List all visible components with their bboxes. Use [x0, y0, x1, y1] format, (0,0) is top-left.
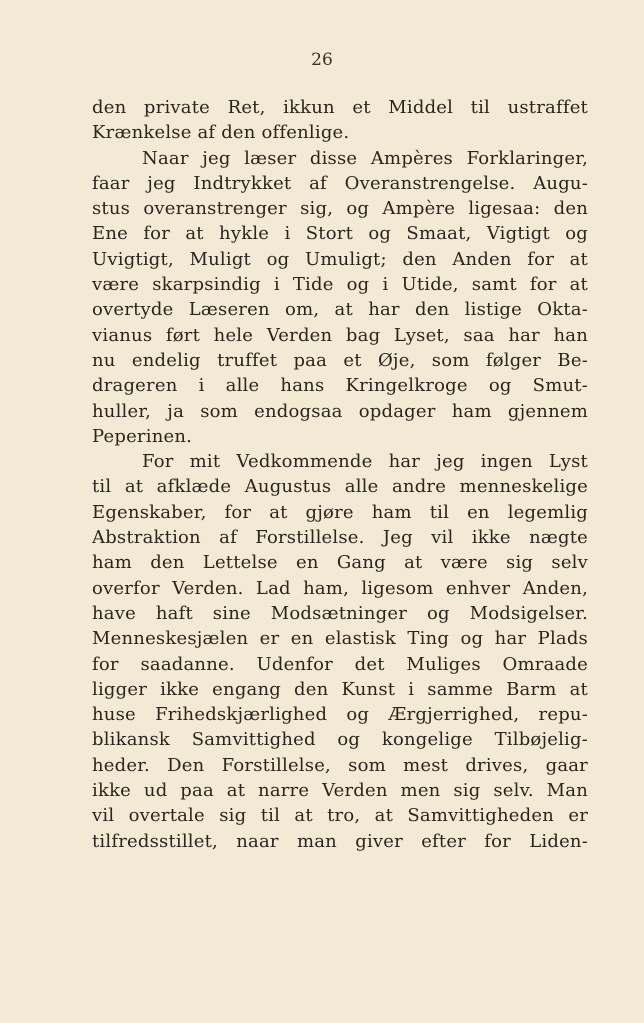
text-line: tilfredsstillet, naar man giver efter for Liden- [92, 830, 588, 852]
page-number: 26 [311, 50, 333, 70]
text-line: for saadanne. Udenfor det Muliges Omraade [92, 653, 588, 675]
text-line: vianus ført hele Verden bag Lyset, saa har han [92, 324, 588, 346]
text-line: Peperinen. [92, 425, 193, 447]
text-line: Egenskaber, for at gjøre ham til en legemlig [92, 501, 588, 523]
text-line: Menneskesjælen er en elastisk Ting og har Plads [92, 628, 588, 650]
text-line: Krænkelse af den offenlige. [92, 122, 350, 144]
text-line: drageren i alle hans Kringelkroge og Smut- [92, 375, 588, 397]
text-line: huse Frihedskjærlighed og Ærgjerrighed, repu- [92, 704, 588, 726]
text-line: have haft sine Modsætninger og Modsigelser. [92, 602, 588, 624]
text-line: overfor Verden. Lad ham, ligesom enhver Anden, [92, 577, 588, 599]
text-line: Abstraktion af Forstillelse. Jeg vil ikke nægte [92, 527, 588, 549]
text-line: overtyde Læseren om, at har den listige Okta- [92, 299, 588, 321]
text-line: Uvigtigt, Muligt og Umuligt; den Anden for at [92, 248, 588, 270]
text-line: ikke ud paa at narre Verden men sig selv. Man [92, 780, 588, 802]
text-line: For mit Vedkommende har jeg ingen Lyst [142, 451, 588, 473]
text-line: den private Ret, ikkun et Middel til ustraffet [92, 97, 588, 118]
text-line: vil overtale sig til at tro, at Samvittigheden er [92, 805, 588, 827]
text-line: være skarpsindig i Tide og i Utide, samt for at [92, 274, 588, 296]
text-line: stus overanstrenger sig, og Ampère ligesaa: den [92, 198, 588, 220]
text-line: nu endelig truffet paa et Øje, som følger Be- [92, 349, 588, 371]
text-line: blikansk Samvittighed og kongelige Tilbøjelig- [92, 729, 588, 751]
text-line: Naar jeg læser disse Ampères Forklaringer, [142, 147, 588, 169]
text-line: ham den Lettelse en Gang at være sig selv [92, 552, 588, 574]
text-line: heder. Den Forstillelse, som mest drives, gaar [92, 754, 588, 776]
text-line: ligger ikke engang den Kunst i samme Barm at [92, 678, 588, 700]
text-line: til at afklæde Augustus alle andre menneskelige [92, 476, 588, 498]
text-line: Ene for at hykle i Stort og Smaat, Vigtigt og [92, 223, 588, 245]
body-text [92, 95, 588, 854]
text-line: faar jeg Indtrykket af Overanstrengelse. Augu- [92, 172, 588, 194]
text-line: huller, ja som endogsaa opdager ham gjennem [92, 400, 588, 422]
